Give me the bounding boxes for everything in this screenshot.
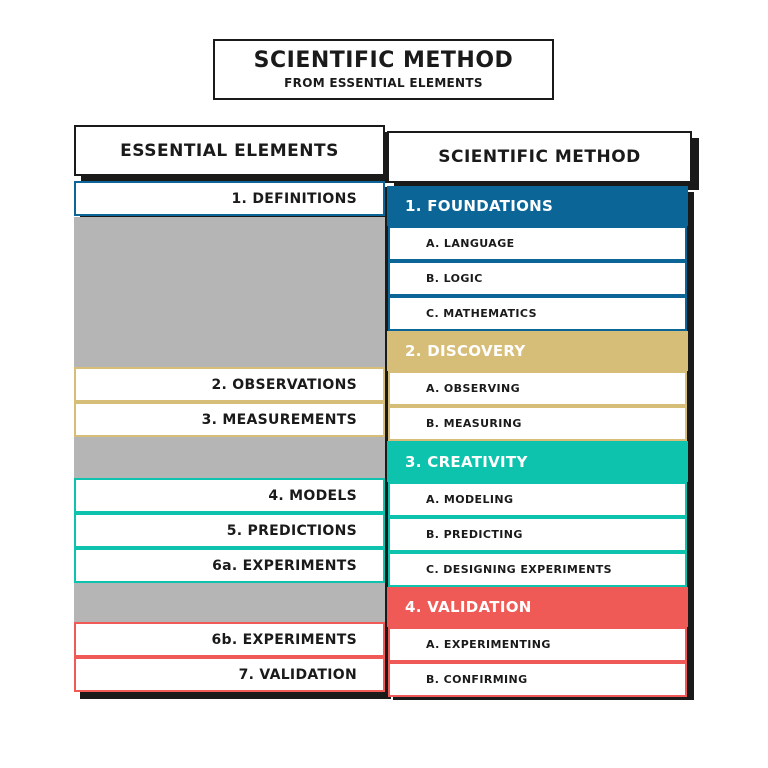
step-designing-experiments: C. DESIGNING EXPERIMENTS bbox=[388, 552, 687, 587]
gray-spacer bbox=[74, 437, 385, 478]
essential-element-definitions: 1. DEFINITIONS bbox=[74, 181, 385, 216]
essential-element-experiments-6b: 6b. EXPERIMENTS bbox=[74, 622, 385, 657]
category-foundations: 1. FOUNDATIONS bbox=[387, 186, 688, 226]
title-box bbox=[213, 39, 554, 100]
step-measuring: B. MEASURING bbox=[388, 406, 687, 441]
essential-element-experiments-6a: 6a. EXPERIMENTS bbox=[74, 548, 385, 583]
page-title: SCIENTIFIC METHOD bbox=[253, 47, 514, 73]
category-discovery: 2. DISCOVERY bbox=[387, 331, 688, 371]
gray-spacer bbox=[74, 217, 385, 367]
essential-element-measurements: 3. MEASUREMENTS bbox=[74, 402, 385, 437]
step-modeling: A. MODELING bbox=[388, 482, 687, 517]
essential-element-validation: 7. VALIDATION bbox=[74, 657, 385, 692]
category-validation: 4. VALIDATION bbox=[387, 587, 688, 627]
essential-element-predictions: 5. PREDICTIONS bbox=[74, 513, 385, 548]
step-predicting: B. PREDICTING bbox=[388, 517, 687, 552]
page-subtitle: FROM ESSENTIAL ELEMENTS bbox=[284, 75, 483, 90]
step-mathematics: C. MATHEMATICS bbox=[388, 296, 687, 331]
essential-elements-header: ESSENTIAL ELEMENTS bbox=[74, 125, 385, 176]
step-observing: A. OBSERVING bbox=[388, 371, 687, 406]
step-language: A. LANGUAGE bbox=[388, 226, 687, 261]
step-confirming: B. CONFIRMING bbox=[388, 662, 687, 697]
essential-element-models: 4. MODELS bbox=[74, 478, 385, 513]
step-experimenting: A. EXPERIMENTING bbox=[388, 627, 687, 662]
gray-spacer bbox=[74, 582, 385, 622]
category-creativity: 3. CREATIVITY bbox=[387, 441, 688, 482]
essential-element-observations: 2. OBSERVATIONS bbox=[74, 367, 385, 402]
scientific-method-header: SCIENTIFIC METHOD bbox=[387, 131, 692, 183]
step-logic: B. LOGIC bbox=[388, 261, 687, 296]
